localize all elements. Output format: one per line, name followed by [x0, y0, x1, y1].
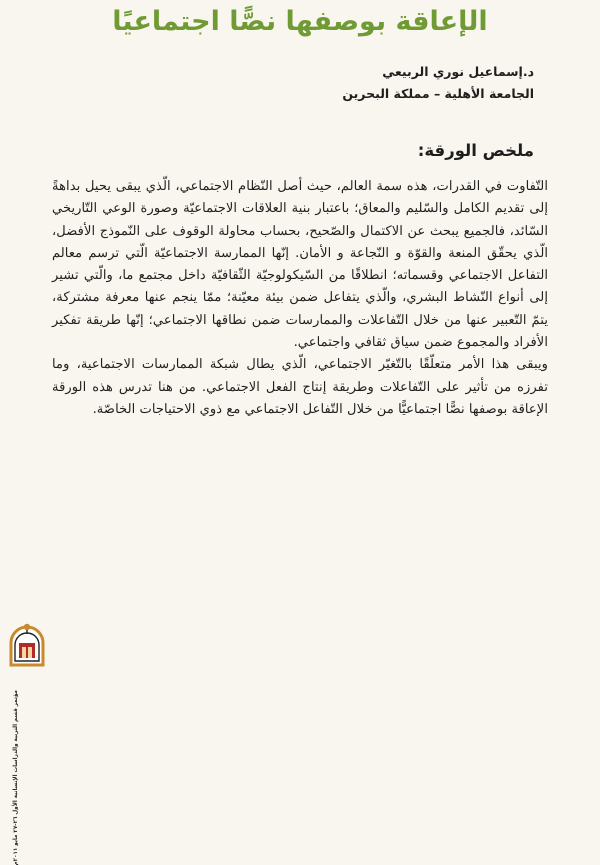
abstract-body [52, 176, 548, 421]
university-seal-icon [3, 621, 51, 673]
footer-text: مؤتمر قسم التربية والدراسات الإنسانية الأول ٢٦-٢٧ مايو ٢٠١١م [13, 690, 19, 865]
paper-title: الإعاقة بوصفها نصًّا اجتماعيًا [112, 6, 488, 37]
abstract-heading: ملخص الورقة: [417, 141, 534, 160]
author-name: د.إسماعيل نوري الربيعي [382, 64, 534, 79]
abstract-paragraph-2: ويبقى هذا الأمر متعلّقًا بالتّغيّر الاجتماعي، الّذي يطال شبكة الممارسات الاجتماعية، وما تفرزه من تأثير على التّفاعلات وطريقة إنتاج الفعل الاجتماعي. من هنا تدرس هذه الورقة الإعاقة بوصفها نصًّا اجتماعيًّا من خلال التّفاعل الاجتماعي مع ذوي الاحتياجات الخاصّة. [52, 357, 548, 417]
author-affiliation: الجامعة الأهلية – مملكة البحرين [342, 86, 534, 101]
abstract-paragraph-1: التّفاوت في القدرات، هذه سمة العالم، حيث أصل النّظام الاجتماعي، الّذي يبقى يحيل بداهةً إلى تقديم الكامل والسّليم والمعاق؛ باعتبار بنية العلاقات الاجتماعيّة وصورة الوعي التّاريخي السّائد، فالجميع يبحث عن الاكتمال والصّحيح، بحساب محاولة الوقوف على النّموذج الأفضل، الّذي يحقّق المنعة والقوّة و النّجاعة و الأمان. إنّها الممارسة الاجتماعيّة الّتي ترسم معالم التفاعل الاجتماعي وقسماته؛ انطلاقًا من السّيكولوجيّة الثّقافيّة داخل مجتمع ما، والّتي تشير إلى أنواع النّشاط البشري، والّذي يتفاعل ضمن بيئة معيّنة؛ ممّا ينجم عنها معرفة مشتركة، يتمّ التّعبير عنها من خلال التّفاعلات والممارسات ضمن نطاقها الاجتماعي؛ إنّها طريقة تفكير الأفراد والمجموع ضمن سياق ثقافي واجتماعي. [52, 179, 548, 351]
conference-footer [7, 690, 25, 865]
